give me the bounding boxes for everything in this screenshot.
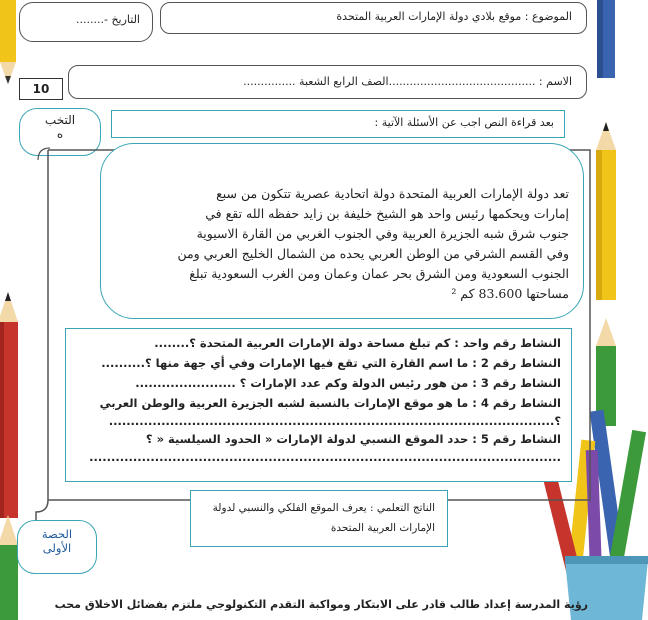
activity-4: النشاط رقم 4 : ما هو موقع الإمارات بالنسبة لشبه الجزيرة العربية والوطن العربي — [99, 396, 561, 410]
activity-3: النشاط رقم 3 : من هور رئيس الدولة وكم عدد الإمارات ؟ ....................... — [135, 376, 561, 390]
activities-box — [65, 328, 572, 482]
name-label: الاسم : ..........................................الصف الرابع الشعبة ............... — [243, 75, 572, 88]
group-value: ه — [56, 127, 64, 141]
lesson-box — [17, 520, 97, 574]
school-vision-footer: رؤية المدرسة إعداد طالب قادر على الابتكار ومواكبة التقدم التكنولوجي ملتزم بفضائل الاخلاق محب — [54, 598, 588, 611]
activity-4-answer-line: ؟...................................................................................................... — [108, 414, 561, 428]
passage-box — [100, 143, 584, 319]
topic-label: الموضوع : موقع بلادي دولة الإمارات العربية المتحدة — [336, 10, 572, 23]
score-value: 10 — [32, 82, 50, 96]
lesson-label-line: الحصة — [41, 527, 73, 541]
passage-line: جنوب شرق شبه الجزيرة العربية وفي الجنوب الغربي من القارة الاسيوية — [196, 226, 569, 241]
passage-line: الجنوب السعودية ومن الشرق بحر عمان وعمان ومن الغرب السعودية تبلغ — [189, 266, 569, 281]
passage-line: إمارات ويحكمها رئيس واحد هو الشيخ خليفة بن زايد حفظه الله تقع في — [205, 206, 569, 221]
date-label: التاريخ -........ — [76, 13, 140, 26]
lesson-label-line: الأولى — [42, 541, 72, 555]
outcome-line: الإمارات العربية المتحدة — [330, 522, 435, 534]
group-label: التخب — [44, 113, 76, 127]
activity-2: النشاط رقم 2 : ما اسم القارة التي تقع فيها الإمارات وفي أي جهة منها ؟.......... — [101, 356, 561, 370]
activity-1: النشاط رقم واحد : كم تبلغ مساحة دولة الإمارات العربية المتحدة ؟........ — [154, 336, 561, 350]
activity-5: النشاط رقم 5 : حدد الموقع النسبي لدولة الإمارات « الحدود السيلسية « ؟ — [145, 432, 561, 446]
activity-5-answer-line: ............................................................................................................ — [89, 450, 561, 464]
learning-outcome-box — [190, 490, 448, 547]
outcome-line: الناتج التعلمي : يعرف الموقع الفلكي والنسبي لدولة — [212, 502, 435, 514]
passage-line: تعد دولة الإمارات العربية المتحدة دولة اتحادية عصرية تتكون من سبع — [216, 186, 569, 201]
instruction-text: بعد قراءة النص اجب عن الأسئلة الآتية : — [374, 116, 554, 129]
passage-line: وفي القسم الشرقي من الوطن العربي يحده من الشمال الخليج العربي ومن — [177, 246, 569, 261]
passage-line: مساحتها 83.600 كم ² — [451, 286, 569, 301]
